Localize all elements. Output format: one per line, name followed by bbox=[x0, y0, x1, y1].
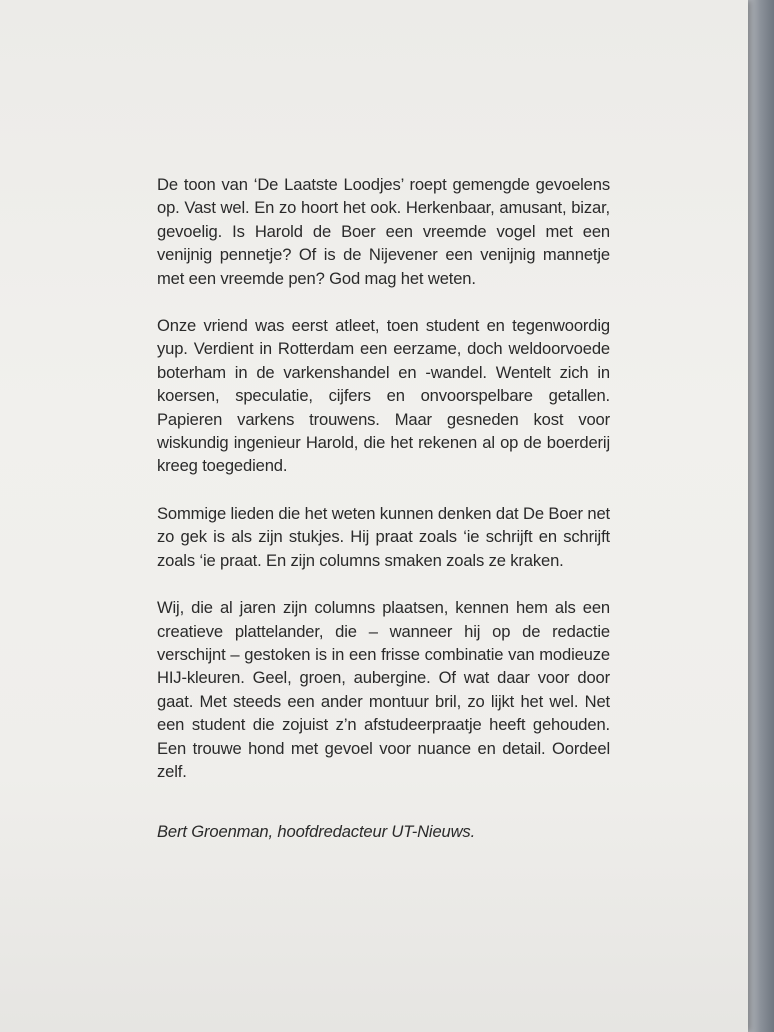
paragraph-intro: De toon van ‘De Laatste Loodjes’ roept gemengde gevoelens op. Vast wel. En zo hoort het ook. Herkenbaar, amusant, bizar, gevoelig. Is Harold de Boer een vreemde vogel met een venijnig pennetje? Of is de Nijevener een venijnig mannetje met een vreemde pen? God mag het weten. bbox=[157, 175, 610, 288]
blurb-text bbox=[157, 173, 610, 844]
paragraph-career: Onze vriend was eerst atleet, toen student en tegenwoordig yup. Verdient in Rotterdam een eerzame, doch weldoorvoede boterham in de varkenshandel en -wandel. Wentelt zich in koersen, speculatie, cijfers en onvoorspelbare getallen. Papieren varkens trouwens. Maar gesneden kost voor wiskundig ingenieur Harold, die het rekenen al op de boerderij kreeg toegediend. bbox=[157, 316, 610, 476]
paragraph-character: Sommige lieden die het weten kunnen denken dat De Boer net zo gek is als zijn stukjes. Hij praat zoals ‘ie schrijft en schrijft zoals ‘ie praat. En zijn columns smaken zoals ze kraken. bbox=[157, 503, 610, 570]
signature-line: Bert Groenman, hoofdredacteur UT-Nieuws. bbox=[157, 822, 476, 842]
paragraph-portrait: Wij, die al jaren zijn columns plaatsen, kennen hem als een creatieve plattelander, die – wanneer hij op de redactie verschijnt – gestoken is in een frisse combinatie van modieuze HIJ-kleuren. Geel, groen, aubergine. Of wat daar voor door gaat. Met steeds een ander montuur bril, zo lijkt het wel. Net een student die zojuist z’n afstudeerpraatje heeft gehouden. Een trouwe hond met gevoel voor nuance en detail. Oordeel zelf. bbox=[157, 598, 610, 781]
book-edge bbox=[748, 0, 774, 1032]
